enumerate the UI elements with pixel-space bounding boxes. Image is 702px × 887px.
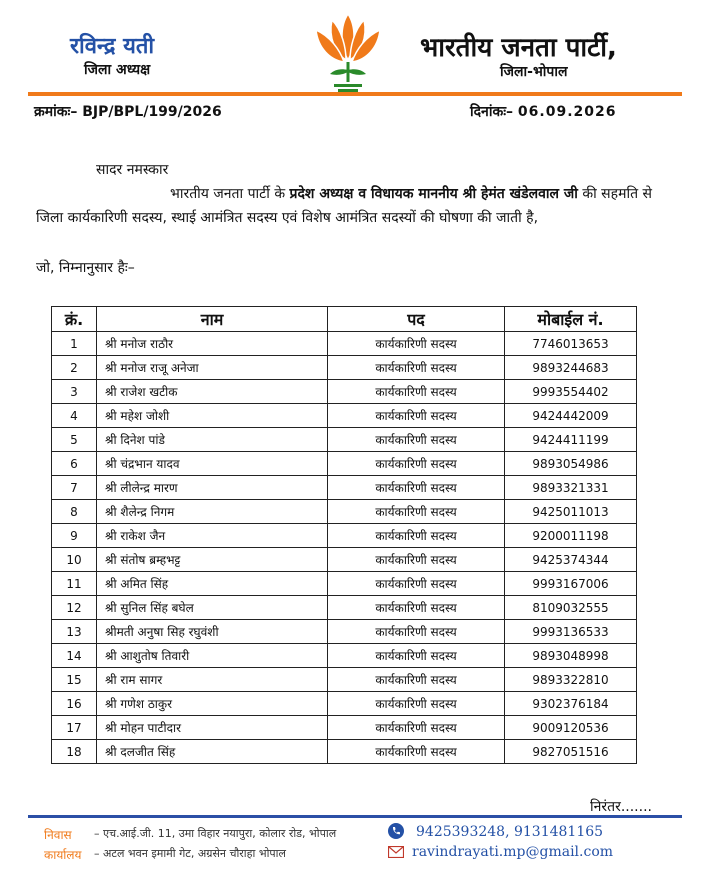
member-post: कार्यकारिणी सदस्य bbox=[328, 644, 505, 668]
row-serial: 11 bbox=[52, 572, 97, 596]
member-mobile: 9302376184 bbox=[505, 692, 637, 716]
member-post: कार्यकारिणी सदस्य bbox=[328, 356, 505, 380]
president-name: रविन्द्र यती bbox=[70, 34, 155, 59]
member-name: श्री गणेश ठाकुर bbox=[97, 692, 328, 716]
row-serial: 7 bbox=[52, 476, 97, 500]
row-serial: 3 bbox=[52, 380, 97, 404]
member-name: श्री लीलेन्द्र मारण bbox=[97, 476, 328, 500]
row-serial: 9 bbox=[52, 524, 97, 548]
table-header-row bbox=[52, 307, 637, 332]
lotus-logo-icon bbox=[308, 10, 388, 95]
reference-label: क्रमांकः– bbox=[34, 104, 78, 120]
header-post: पद bbox=[328, 307, 505, 332]
member-post: कार्यकारिणी सदस्य bbox=[328, 596, 505, 620]
member-name: श्री राजेश खटीक bbox=[97, 380, 328, 404]
member-mobile: 9893054986 bbox=[505, 452, 637, 476]
table-body bbox=[52, 332, 637, 764]
member-name: श्रीमती अनुषा सिह रघुवंशी bbox=[97, 620, 328, 644]
president-designation: जिला अध्यक्ष bbox=[84, 62, 151, 78]
table-row bbox=[52, 668, 637, 692]
row-serial: 2 bbox=[52, 356, 97, 380]
reference-number bbox=[34, 102, 222, 121]
phone-numbers: 9425393248, 9131481165 bbox=[416, 824, 604, 840]
date-value: 06.09.2026 bbox=[517, 104, 617, 120]
member-name: श्री मनोज राठौर bbox=[97, 332, 328, 356]
date-label: दिनांकः– bbox=[470, 104, 514, 120]
member-post: कार्यकारिणी सदस्य bbox=[328, 692, 505, 716]
row-serial: 1 bbox=[52, 332, 97, 356]
greeting: सादर नमस्कार bbox=[96, 162, 169, 178]
member-post: कार्यकारिणी सदस्य bbox=[328, 740, 505, 764]
member-name: श्री संतोष ब्रम्हभट्ट bbox=[97, 548, 328, 572]
member-mobile: 9993136533 bbox=[505, 620, 637, 644]
para-intro: भारतीय जनता पार्टी के bbox=[170, 186, 290, 202]
row-serial: 13 bbox=[52, 620, 97, 644]
table-row bbox=[52, 452, 637, 476]
member-mobile: 9009120536 bbox=[505, 716, 637, 740]
member-post: कार्यकारिणी सदस्य bbox=[328, 428, 505, 452]
row-serial: 10 bbox=[52, 548, 97, 572]
header-name: नाम bbox=[97, 307, 328, 332]
member-post: कार्यकारिणी सदस्य bbox=[328, 620, 505, 644]
row-serial: 15 bbox=[52, 668, 97, 692]
member-mobile: 9993554402 bbox=[505, 380, 637, 404]
mail-icon bbox=[388, 846, 404, 858]
table-row bbox=[52, 500, 637, 524]
table-row bbox=[52, 572, 637, 596]
member-name: श्री राकेश जैन bbox=[97, 524, 328, 548]
member-post: कार्यकारिणी सदस्य bbox=[328, 668, 505, 692]
member-post: कार्यकारिणी सदस्य bbox=[328, 572, 505, 596]
residence-label: निवास bbox=[44, 828, 72, 842]
table-row bbox=[52, 620, 637, 644]
member-mobile: 9893321331 bbox=[505, 476, 637, 500]
row-serial: 17 bbox=[52, 716, 97, 740]
member-mobile: 9424411199 bbox=[505, 428, 637, 452]
table-row bbox=[52, 716, 637, 740]
party-name: भारतीय जनता पार्टी, bbox=[420, 33, 617, 63]
reference-value: BJP/BPL/199/2026 bbox=[82, 104, 222, 120]
table-row bbox=[52, 596, 637, 620]
member-mobile: 8109032555 bbox=[505, 596, 637, 620]
member-post: कार्यकारिणी सदस्य bbox=[328, 548, 505, 572]
table-row bbox=[52, 644, 637, 668]
row-serial: 6 bbox=[52, 452, 97, 476]
member-name: श्री दलजीत सिंह bbox=[97, 740, 328, 764]
member-name: श्री मनोज राजू अनेजा bbox=[97, 356, 328, 380]
table-row bbox=[52, 692, 637, 716]
member-mobile: 9893322810 bbox=[505, 668, 637, 692]
table-row bbox=[52, 548, 637, 572]
follows-text: जो, निम्नानुसार हैः– bbox=[36, 260, 135, 276]
row-serial: 14 bbox=[52, 644, 97, 668]
member-name: श्री दिनेश पांडे bbox=[97, 428, 328, 452]
member-post: कार्यकारिणी सदस्य bbox=[328, 404, 505, 428]
member-mobile: 9893048998 bbox=[505, 644, 637, 668]
member-name: श्री चंद्रभान यादव bbox=[97, 452, 328, 476]
member-name: श्री राम सागर bbox=[97, 668, 328, 692]
table-row bbox=[52, 332, 637, 356]
member-name: श्री मोहन पाटीदार bbox=[97, 716, 328, 740]
para-bold-name: प्रदेश अध्यक्ष व विधायक माननीय श्री हेमंत खंडेलवाल जी bbox=[289, 186, 578, 202]
para-rest: की सहमति से जिला कार्यकारिणी सदस्य, स्थाई आमंत्रित सदस्य एवं विशेष आमंत्रित सदस्यों की घोषणा की जाती है, bbox=[36, 186, 652, 226]
members-table bbox=[51, 306, 637, 764]
footer-divider bbox=[28, 815, 682, 818]
member-post: कार्यकारिणी सदस्य bbox=[328, 716, 505, 740]
table-row bbox=[52, 428, 637, 452]
header-serial: क्रं. bbox=[52, 307, 97, 332]
party-district: जिला-भोपाल bbox=[500, 64, 568, 80]
member-mobile: 9424442009 bbox=[505, 404, 637, 428]
member-name: श्री शैलेन्द्र निगम bbox=[97, 500, 328, 524]
member-mobile: 9827051516 bbox=[505, 740, 637, 764]
table-row bbox=[52, 356, 637, 380]
row-serial: 5 bbox=[52, 428, 97, 452]
office-address: – अटल भवन इमामी गेट, अग्रसेन चौराहा भोपाल bbox=[94, 847, 286, 860]
member-mobile: 9993167006 bbox=[505, 572, 637, 596]
table-row bbox=[52, 476, 637, 500]
header-divider bbox=[28, 92, 682, 96]
member-post: कार्यकारिणी सदस्य bbox=[328, 380, 505, 404]
row-serial: 16 bbox=[52, 692, 97, 716]
row-serial: 8 bbox=[52, 500, 97, 524]
table-row bbox=[52, 380, 637, 404]
row-serial: 12 bbox=[52, 596, 97, 620]
announcement-paragraph bbox=[36, 182, 652, 230]
member-post: कार्यकारिणी सदस्य bbox=[328, 452, 505, 476]
residence-address: – एच.आई.जी. 11, उमा विहार नयापुरा, कोलार रोड, भोपाल bbox=[94, 827, 337, 840]
row-serial: 4 bbox=[52, 404, 97, 428]
member-name: श्री महेश जोशी bbox=[97, 404, 328, 428]
letter-date bbox=[470, 102, 617, 121]
member-name: श्री सुनिल सिंह बघेल bbox=[97, 596, 328, 620]
table-row bbox=[52, 740, 637, 764]
table-row bbox=[52, 524, 637, 548]
member-mobile: 9200011198 bbox=[505, 524, 637, 548]
member-mobile: 9893244683 bbox=[505, 356, 637, 380]
member-mobile: 9425374344 bbox=[505, 548, 637, 572]
member-name: श्री अमित सिंह bbox=[97, 572, 328, 596]
header-mobile: मोबाईल नं. bbox=[505, 307, 637, 332]
member-mobile: 9425011013 bbox=[505, 500, 637, 524]
member-post: कार्यकारिणी सदस्य bbox=[328, 332, 505, 356]
member-mobile: 7746013653 bbox=[505, 332, 637, 356]
table-row bbox=[52, 404, 637, 428]
member-post: कार्यकारिणी सदस्य bbox=[328, 500, 505, 524]
office-label: कार्यालय bbox=[44, 848, 82, 862]
member-post: कार्यकारिणी सदस्य bbox=[328, 476, 505, 500]
member-post: कार्यकारिणी सदस्य bbox=[328, 524, 505, 548]
row-serial: 18 bbox=[52, 740, 97, 764]
email-address: ravindrayati.mp@gmail.com bbox=[412, 844, 614, 860]
member-name: श्री आशुतोष तिवारी bbox=[97, 644, 328, 668]
continued-text: निरंतर....... bbox=[590, 799, 652, 815]
phone-icon bbox=[388, 823, 404, 839]
